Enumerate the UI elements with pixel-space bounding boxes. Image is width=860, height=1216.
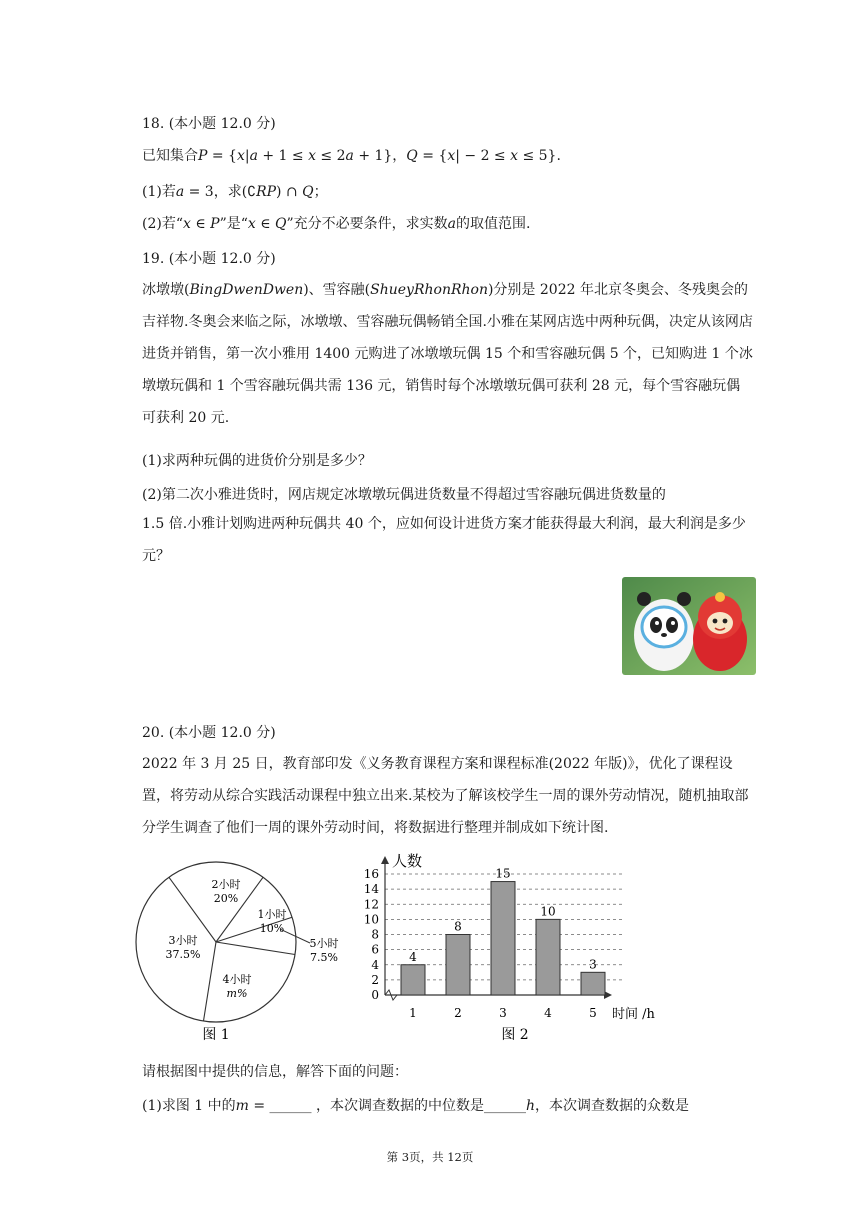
bar-y-tick: 16 xyxy=(363,867,379,881)
q18-stem: 已知集合𝑃 = {𝑥|𝑎 + 1 ≤ 𝑥 ≤ 2𝑎 + 1}，𝑄 = {𝑥| − 2 ≤ 𝑥 ≤ 5}. xyxy=(142,148,561,164)
bar-y-tick: 8 xyxy=(371,927,379,942)
bar-y-tick: 12 xyxy=(363,897,379,912)
bar-4 xyxy=(536,919,560,995)
bar-y-tick: 0 xyxy=(371,988,379,1002)
bar-chart-xlabel: 时间 /h xyxy=(612,1007,655,1022)
pie-slice-value: 7.5% xyxy=(310,951,338,964)
bar-value-label: 8 xyxy=(454,919,462,934)
bar-chart xyxy=(355,850,675,1050)
pie-slice-label: 5小时 xyxy=(309,937,339,950)
bar-x-tick: 5 xyxy=(589,1006,597,1020)
q19-part2-line2: 1.5 倍.小雅计划购进两种玩偶共 40 个，应如何设计进货方案才能获得最大利润，最大利润是多少元？ xyxy=(142,516,746,564)
bar-y-tick: 14 xyxy=(363,882,379,897)
bar-x-tick: 3 xyxy=(499,1006,507,1020)
q18-part1: (1)若𝑎 = 3，求(∁𝑅𝑃) ∩ 𝑄； xyxy=(142,184,328,200)
q19-part1: (1)求两种玩偶的进货价分别是多少？ xyxy=(142,453,372,469)
q20-stem: 2022 年 3 月 25 日，教育部印发《义务教育课程方案和课程标准(2022 年版)》，优化了课程设置，将劳动从综合实践活动课程中独立出来.某校为了解该校学生一周的课外劳动情况，随机抽取部分学生调查了他们一周的课外劳动时间，将数据进行整理并制成如下统计图. xyxy=(142,756,749,836)
mascot-photo xyxy=(622,577,756,675)
bar-y-tick: 10 xyxy=(363,912,379,927)
pie-chart xyxy=(110,855,350,1045)
q20-prompt: 请根据图中提供的信息，解答下面的问题： xyxy=(142,1064,408,1080)
bar-chart-ylabel: 人数 xyxy=(392,852,423,870)
bar-y-tick: 6 xyxy=(371,942,379,957)
bar-value-label: 4 xyxy=(409,949,417,964)
bar-1 xyxy=(401,965,425,995)
bar-y-tick: 2 xyxy=(371,972,379,987)
q18-part2: (2)若“𝑥 ∈ 𝑃”是“𝑥 ∈ 𝑄”充分不必要条件，求实数𝑎的取值范围. xyxy=(142,216,531,232)
bar-value-label: 3 xyxy=(589,957,597,972)
pie-slice-value: 37.5% xyxy=(165,948,201,961)
bar-5 xyxy=(581,972,605,995)
bar-value-label: 15 xyxy=(495,866,511,881)
q19-part2-line1: (2)第二次小雅进货时，网店规定冰墩墩玩偶进货数量不得超过雪容融玩偶进货数量的 xyxy=(142,487,666,503)
bar-y-tick: 4 xyxy=(371,957,379,972)
bar-x-tick: 1 xyxy=(409,1006,417,1020)
pie-slice-label: 3小时 xyxy=(168,934,198,947)
pie-slice-value: 20% xyxy=(213,892,239,905)
pie-slice-label: 2小时 xyxy=(211,878,241,891)
q20-header: 20. (本小题 12.0 分) xyxy=(142,725,276,741)
q19-stem: 冰墩墩(𝐵𝑖𝑛𝑔𝐷𝑤𝑒𝑛𝐷𝑤𝑒𝑛)、雪容融(𝑆ℎ𝑢𝑒𝑦𝑅ℎ𝑜𝑛𝑅ℎ𝑜𝑛)分别是 2022 年北京冬奥会、冬残奥会的吉祥物.冬奥会来临之际，冰墩墩、雪容融玩偶畅销全国.小雅在某网店选中两种玩偶，决定从该网店进货并销售，第一次小雅用 1400 元购进了冰墩墩玩偶 15 个和雪容融玩偶 5 个，已知购进 1 个冰墩墩玩偶和 1 个雪容融玩偶共需 136 元，销售时每个冰墩墩玩偶可获利 28 元，每个雪容融玩偶可获利 20 元. xyxy=(142,282,753,426)
pie-slice-value: m% xyxy=(226,987,248,1000)
pie-chart-title: 图 1 xyxy=(202,1027,230,1043)
pie-slice-value: 10% xyxy=(259,922,285,935)
q20-part1: (1)求图 1 中的𝑚 = ______ ，本次调查数据的中位数是______ℎ，本次调查数据的众数是 xyxy=(142,1098,690,1114)
bar-3 xyxy=(491,882,515,995)
bar-value-label: 10 xyxy=(540,904,556,919)
bar-y-arrow xyxy=(381,856,389,864)
page-footer: 第 3页，共 12页 xyxy=(386,1150,474,1164)
q18-header: 18. (本小题 12.0 分) xyxy=(142,116,276,132)
pie-slice-label: 4小时 xyxy=(222,973,252,986)
bar-x-tick: 4 xyxy=(544,1006,552,1020)
bar-2 xyxy=(446,935,470,996)
bar-x-tick: 2 xyxy=(454,1006,462,1020)
bar-chart-title: 图 2 xyxy=(501,1027,529,1043)
pie-slice-label: 1小时 xyxy=(257,908,287,921)
q19-header: 19. (本小题 12.0 分) xyxy=(142,251,276,267)
